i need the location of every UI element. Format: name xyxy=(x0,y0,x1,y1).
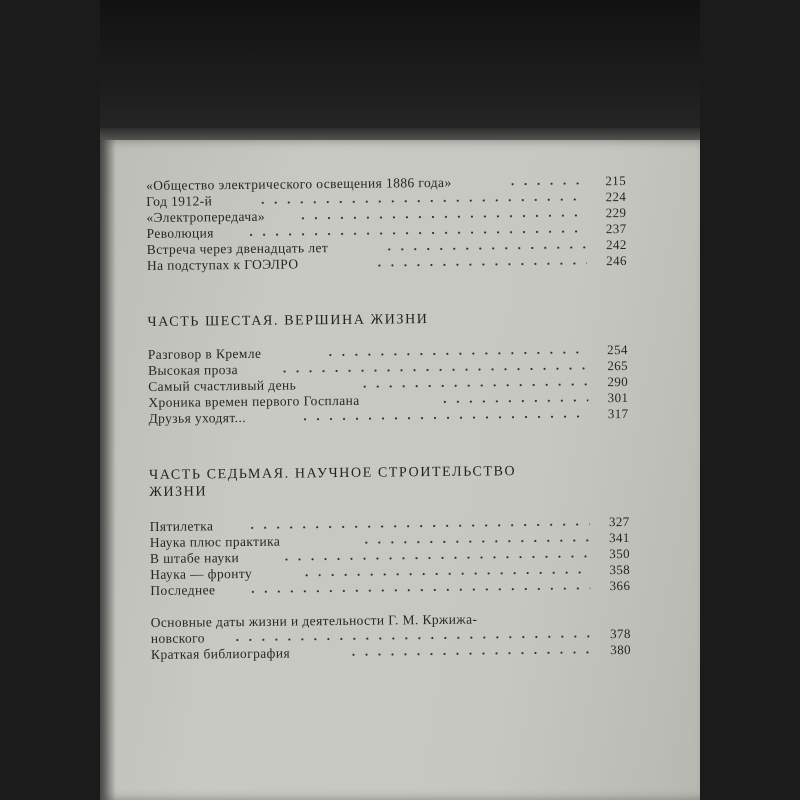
toc-entry-title: Основные даты жизни и деятельности Г. М. Кржижа- xyxy=(150,611,478,630)
table-of-contents xyxy=(146,173,631,663)
toc-group-intro xyxy=(146,173,627,274)
toc-entry-title: Наука плюс практика xyxy=(149,533,281,550)
toc-group-appendix xyxy=(151,610,631,663)
toc-entry-title: «Общество электрического освещения 1886 года» xyxy=(146,174,452,193)
toc-leader-dots xyxy=(256,198,586,203)
toc-entry-page: 358 xyxy=(609,561,631,578)
toc-entry-page: 290 xyxy=(607,373,629,390)
toc-leader-dots xyxy=(296,214,586,219)
toc-entry-title: Пятилетка xyxy=(149,518,214,534)
toc-entry-page: 237 xyxy=(605,220,627,237)
toc-entry-title: новского xyxy=(150,630,205,646)
page-gutter-shadow xyxy=(100,140,116,800)
toc-leader-dots xyxy=(280,555,590,560)
toc-leader-dots xyxy=(347,651,591,656)
toc-entry-page: 341 xyxy=(609,529,630,546)
toc-leader-dots xyxy=(506,182,586,185)
toc-entry-page: 224 xyxy=(605,188,627,205)
part-title-continuation: ЖИЗНИ xyxy=(149,484,208,500)
toc-entry-title: Краткая библиография xyxy=(150,645,291,662)
toc-entry-page: 265 xyxy=(607,357,629,374)
part-title: ЧАСТЬ СЕДЬМАЯ. НАУЧНОЕ СТРОИТЕЛЬСТВО xyxy=(149,464,517,483)
toc-entry-title: «Электропередача» xyxy=(146,208,266,225)
toc-entry-page: 378 xyxy=(610,625,631,642)
toc-leader-dots xyxy=(358,383,588,387)
toc-entry-page: 229 xyxy=(605,204,627,221)
toc-leader-dots xyxy=(299,415,589,420)
toc-entry-title: Высокая проза xyxy=(147,362,239,378)
toc-entry-title: Год 1912-й xyxy=(146,193,213,209)
toc-leader-dots xyxy=(373,262,587,266)
toc-entry-title: Наука — фронту xyxy=(150,565,253,582)
toc-entry-title: Друзья уходят... xyxy=(148,409,247,426)
toc-entry-title: Революция xyxy=(146,225,214,241)
toc-entry-title: Последнее xyxy=(150,582,216,598)
toc-entry-title: Хроника времен первого Госплана xyxy=(148,392,360,410)
toc-leader-dots xyxy=(245,230,587,236)
toc-leader-dots xyxy=(324,351,588,356)
toc-entry-page: 350 xyxy=(609,545,631,562)
toc-entry-page: 380 xyxy=(610,641,632,658)
toc-entry-title: Разговор в Кремле xyxy=(147,345,262,362)
toc-entry-title: В штабе науки xyxy=(149,550,240,566)
toc-entry-page: 327 xyxy=(608,513,630,530)
toc-group-part-six xyxy=(147,309,628,427)
toc-entry-page: 366 xyxy=(609,577,631,594)
toc-entry-page: 246 xyxy=(606,252,627,269)
toc-entry-title: Самый счастливый день xyxy=(148,377,297,394)
toc-entry-page: 254 xyxy=(607,341,628,358)
toc-entry-title: На подступах к ГОЭЛРО xyxy=(146,256,299,273)
toc-entry-page: 215 xyxy=(605,172,627,189)
toc-leader-dots xyxy=(383,246,587,250)
toc-leader-dots xyxy=(278,367,588,372)
toc-leader-dots xyxy=(360,539,590,543)
toc-leader-dots xyxy=(246,523,590,529)
toc-leader-dots xyxy=(300,571,590,576)
toc-leader-dots xyxy=(246,587,590,593)
toc-entry-page: 242 xyxy=(605,236,627,253)
toc-leader-dots xyxy=(438,399,588,403)
toc-entry-title: Встреча через двенадцать лет xyxy=(146,240,329,257)
toc-entry-page: 301 xyxy=(607,389,629,406)
toc-leader-dots xyxy=(231,635,591,641)
toc-entry-page: 317 xyxy=(607,405,629,422)
toc-group-part-seven xyxy=(149,462,630,599)
part-title: ЧАСТЬ ШЕСТАЯ. ВЕРШИНА ЖИЗНИ xyxy=(147,312,429,330)
